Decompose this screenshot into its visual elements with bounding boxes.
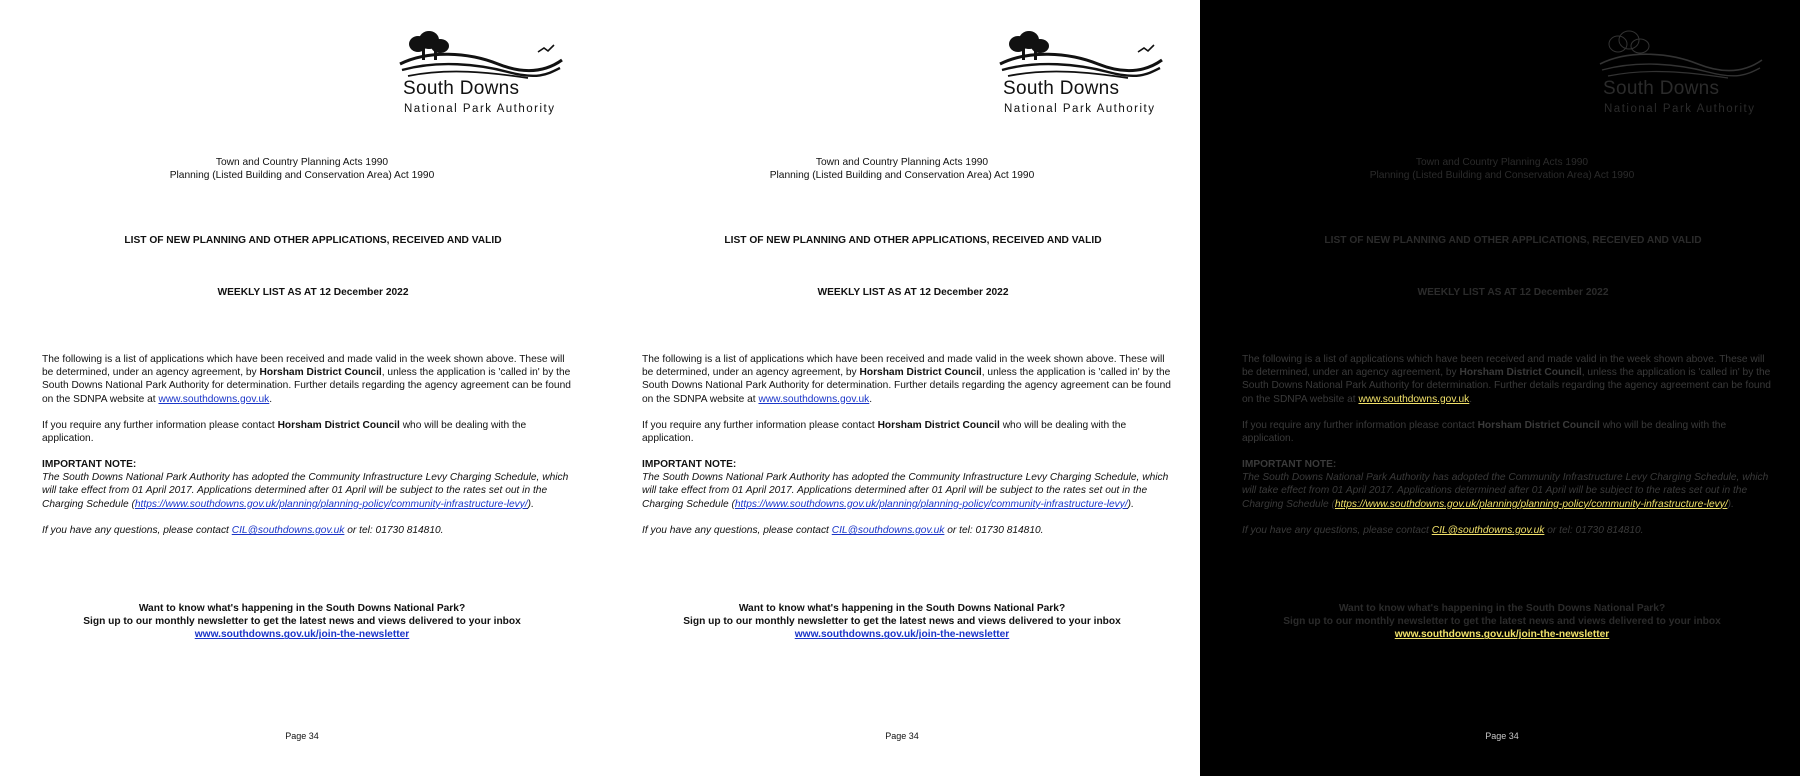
sdnpa-website-link[interactable]: www.southdowns.gov.uk xyxy=(1358,393,1470,405)
questions-text-2: or tel: 01730 814810. xyxy=(1544,525,1644,536)
important-text-2: ). xyxy=(527,498,534,510)
logo-title: South Downs xyxy=(403,78,520,99)
important-label: IMPORTANT NOTE: xyxy=(42,459,137,470)
weekly-heading: WEEKLY LIST AS AT 12 December 2022 xyxy=(817,287,1009,298)
logo-subtitle: National Park Authority xyxy=(1004,103,1156,115)
intro-text: The following is a list of applications which have been received and made valid in the week shown above. These will be determined, under an agency agreement, by xyxy=(42,354,565,379)
sdnpa-website-link[interactable]: www.southdowns.gov.uk xyxy=(158,393,270,405)
page-number: Page 34 xyxy=(885,731,919,741)
cil-email-link[interactable]: CIL@southdowns.gov.uk xyxy=(831,525,945,536)
contact-paragraph xyxy=(1242,419,1774,445)
list-heading: LIST OF NEW PLANNING AND OTHER APPLICATIONS, RECEIVED AND VALID xyxy=(124,235,502,246)
acts-line-1: Town and Country Planning Acts 1990 xyxy=(1415,157,1589,168)
page-number: Page 34 xyxy=(1485,731,1519,741)
important-label: IMPORTANT NOTE: xyxy=(1242,459,1337,470)
intro-text-2: , unless the application is 'called in' by the South Downs National Park Authority for determination. Further details regarding the agency agreement can be found on the SDNPA website at xyxy=(1242,367,1771,405)
weekly-heading: WEEKLY LIST AS AT 12 December 2022 xyxy=(217,287,409,298)
cil-policy-link[interactable]: https://www.southdowns.gov.uk/planning/planning-policy/community-infrastructure-levy/ xyxy=(1334,498,1728,510)
intro-paragraph xyxy=(1242,353,1774,406)
contact-paragraph xyxy=(642,419,1174,445)
list-heading: LIST OF NEW PLANNING AND OTHER APPLICATIONS, RECEIVED AND VALID xyxy=(724,235,1102,246)
contact-text: If you require any further information please contact xyxy=(642,420,878,431)
contact-text: If you require any further information please contact xyxy=(42,420,278,431)
newsletter-block xyxy=(0,602,600,642)
contact-text-2: who will be dealing with the application. xyxy=(42,420,527,445)
important-note xyxy=(42,458,574,511)
acts-block xyxy=(0,156,600,182)
trees-hills-icon xyxy=(1598,30,1764,80)
intro-paragraph xyxy=(42,353,574,406)
intro-text-2: , unless the application is 'called in' by the South Downs National Park Authority for determination. Further details regarding the agency agreement can be found on the SDNPA website at xyxy=(42,367,571,405)
page-panel-difference xyxy=(1200,0,1800,776)
logo-title: South Downs xyxy=(1603,78,1720,99)
intro-text-3: . xyxy=(269,393,273,405)
acts-line-1: Town and Country Planning Acts 1990 xyxy=(215,157,389,168)
list-heading: LIST OF NEW PLANNING AND OTHER APPLICATIONS, RECEIVED AND VALID xyxy=(1324,235,1702,246)
council-name: Horsham District Council xyxy=(259,367,382,379)
newsletter-block xyxy=(600,602,1200,642)
acts-block xyxy=(1200,156,1800,182)
important-text-2: ). xyxy=(1727,498,1734,510)
acts-line-2: Planning (Listed Building and Conservation Area) Act 1990 xyxy=(169,170,435,181)
important-text-2: ). xyxy=(1127,498,1134,510)
contact-text: If you require any further information please contact xyxy=(1242,420,1478,431)
page-panel-original xyxy=(0,0,600,776)
questions-text: If you have any questions, please contact xyxy=(642,525,832,536)
intro-text-3: . xyxy=(869,393,873,405)
questions-paragraph xyxy=(642,524,1174,537)
newsletter-block xyxy=(1200,602,1800,642)
council-name: Horsham District Council xyxy=(1477,420,1600,431)
newsletter-line-1: Want to know what's happening in the South Downs National Park? xyxy=(138,603,466,614)
sdnpa-logo xyxy=(1598,30,1764,122)
questions-text: If you have any questions, please contact xyxy=(42,525,232,536)
newsletter-link[interactable]: www.southdowns.gov.uk/join-the-newsletter xyxy=(1394,629,1610,641)
questions-paragraph xyxy=(1242,524,1774,537)
page-panel-rendered xyxy=(600,0,1200,776)
newsletter-link[interactable]: www.southdowns.gov.uk/join-the-newsletter xyxy=(794,629,1010,641)
sdnpa-website-link[interactable]: www.southdowns.gov.uk xyxy=(758,393,870,405)
newsletter-line-2: Sign up to our monthly newsletter to get the latest news and views delivered to your inbox xyxy=(83,616,521,628)
sdnpa-logo xyxy=(998,30,1164,122)
newsletter-line-1: Want to know what's happening in the South Downs National Park? xyxy=(738,603,1066,614)
intro-text: The following is a list of applications which have been received and made valid in the week shown above. These will be determined, under an agency agreement, by xyxy=(642,354,1165,379)
newsletter-link[interactable]: www.southdowns.gov.uk/join-the-newsletter xyxy=(194,629,410,641)
acts-line-1: Town and Country Planning Acts 1990 xyxy=(815,157,989,168)
logo-subtitle: National Park Authority xyxy=(404,103,556,115)
cil-policy-link[interactable]: https://www.southdowns.gov.uk/planning/planning-policy/community-infrastructure-levy/ xyxy=(134,498,528,510)
cil-policy-link[interactable]: https://www.southdowns.gov.uk/planning/planning-policy/community-infrastructure-levy/ xyxy=(734,498,1128,510)
newsletter-line-2: Sign up to our monthly newsletter to get the latest news and views delivered to your inbox xyxy=(1283,616,1721,628)
sdnpa-logo xyxy=(398,30,564,122)
important-text: The South Downs National Park Authority has adopted the Community Infrastructure Levy Charging Schedule, which will take effect from 01 April 2017. Applications determined after 01 April will be subject to the rates set out in the Charging Schedule ( xyxy=(1242,472,1769,510)
important-text: The South Downs National Park Authority has adopted the Community Infrastructure Levy Charging Schedule, which will take effect from 01 April 2017. Applications determined after 01 April will be subject to the rates set out in the Charging Schedule ( xyxy=(642,472,1169,510)
acts-block xyxy=(600,156,1200,182)
important-note xyxy=(1242,458,1774,511)
intro-text-3: . xyxy=(1469,393,1473,405)
contact-text-2: who will be dealing with the application. xyxy=(1242,420,1727,445)
cil-email-link[interactable]: CIL@southdowns.gov.uk xyxy=(1431,525,1545,536)
logo-title: South Downs xyxy=(1003,78,1120,99)
trees-hills-icon xyxy=(398,30,564,80)
questions-paragraph xyxy=(42,524,574,537)
council-name: Horsham District Council xyxy=(1459,367,1582,379)
logo-subtitle: National Park Authority xyxy=(1604,103,1756,115)
important-note xyxy=(642,458,1174,511)
weekly-heading: WEEKLY LIST AS AT 12 December 2022 xyxy=(1417,287,1609,298)
contact-paragraph xyxy=(42,419,574,445)
council-name: Horsham District Council xyxy=(877,420,1000,431)
acts-line-2: Planning (Listed Building and Conservation Area) Act 1990 xyxy=(1369,170,1635,181)
questions-text-2: or tel: 01730 814810. xyxy=(944,525,1044,536)
important-text: The South Downs National Park Authority has adopted the Community Infrastructure Levy Charging Schedule, which will take effect from 01 April 2017. Applications determined after 01 April will be subject to the rates set out in the Charging Schedule ( xyxy=(42,472,569,510)
page-number: Page 34 xyxy=(285,731,319,741)
questions-text: If you have any questions, please contact xyxy=(1242,525,1432,536)
important-label: IMPORTANT NOTE: xyxy=(642,459,737,470)
newsletter-line-2: Sign up to our monthly newsletter to get the latest news and views delivered to your inbox xyxy=(683,616,1121,628)
trees-hills-icon xyxy=(998,30,1164,80)
intro-text-2: , unless the application is 'called in' by the South Downs National Park Authority for determination. Further details regarding the agency agreement can be found on the SDNPA website at xyxy=(642,367,1171,405)
acts-line-2: Planning (Listed Building and Conservation Area) Act 1990 xyxy=(769,170,1035,181)
intro-paragraph xyxy=(642,353,1174,406)
council-name: Horsham District Council xyxy=(859,367,982,379)
council-name: Horsham District Council xyxy=(277,420,400,431)
questions-text-2: or tel: 01730 814810. xyxy=(344,525,444,536)
newsletter-line-1: Want to know what's happening in the South Downs National Park? xyxy=(1338,603,1666,614)
contact-text-2: who will be dealing with the application. xyxy=(642,420,1127,445)
cil-email-link[interactable]: CIL@southdowns.gov.uk xyxy=(231,525,345,536)
intro-text: The following is a list of applications which have been received and made valid in the week shown above. These will be determined, under an agency agreement, by xyxy=(1242,354,1765,379)
